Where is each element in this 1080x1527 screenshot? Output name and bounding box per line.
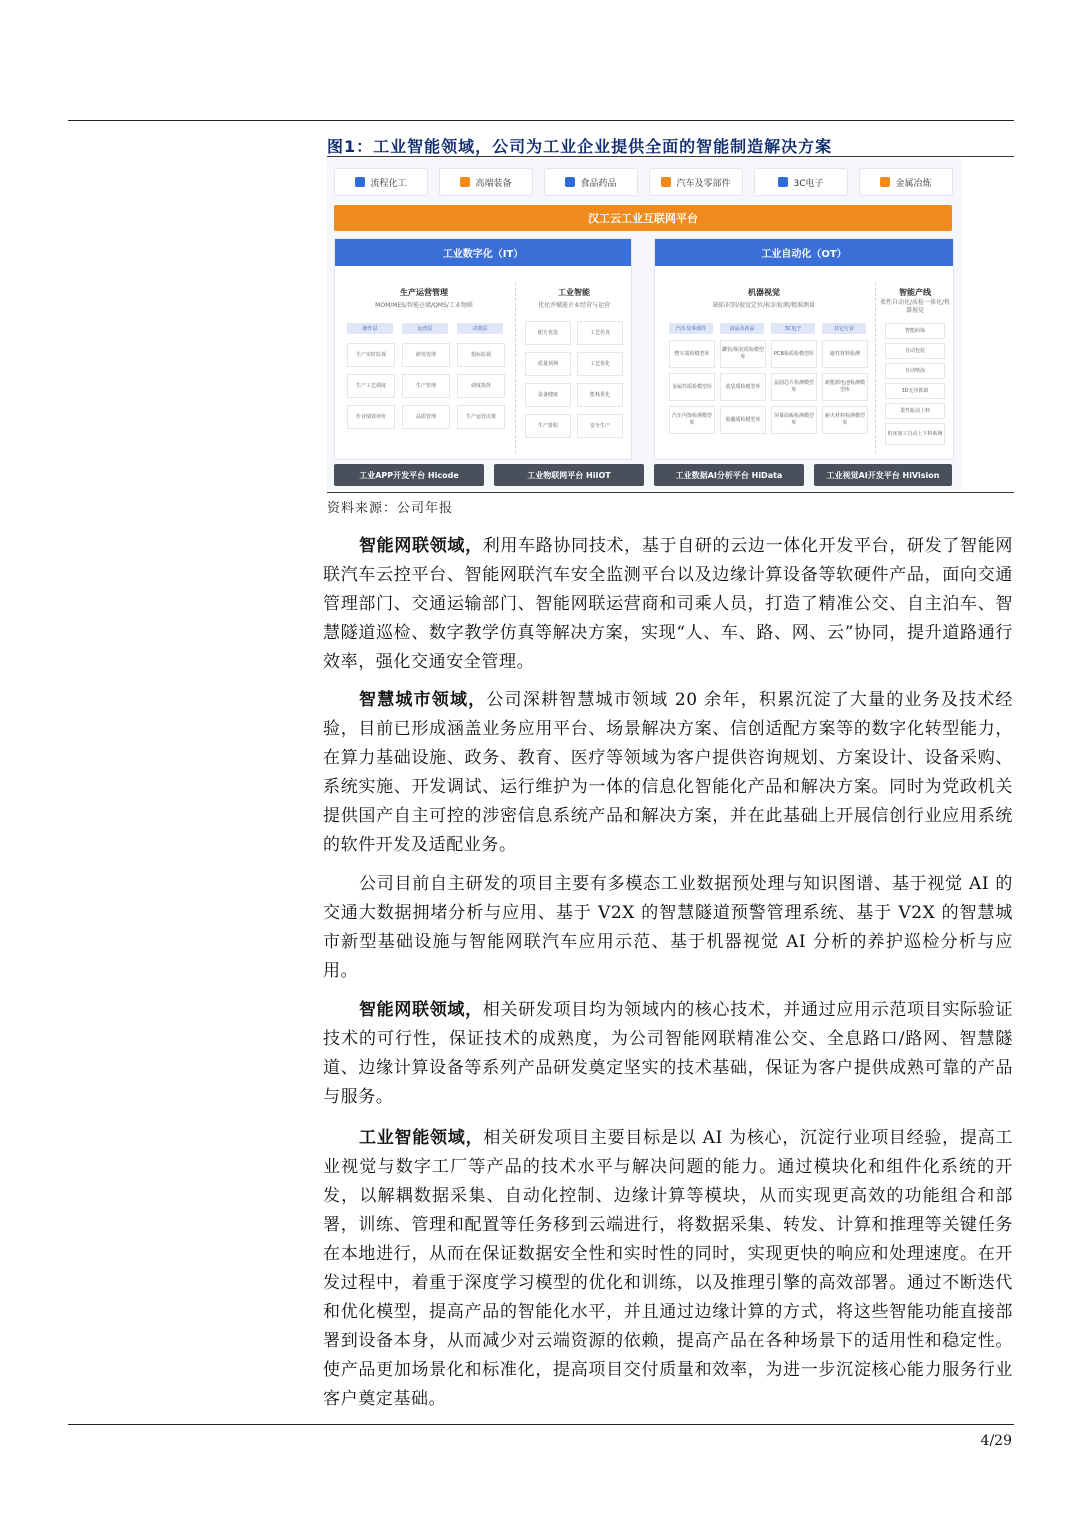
paragraph-2	[323, 686, 1013, 860]
paragraph-2-text: 公司深耕智慧城市领域 20 余年，积累沉淀了大量的业务及技术经验，目前已形成涵盖业务应用平台、场景解决方案、信创适配方案等的数字化转型能力，在算力基础设施、政务、教育、医疗等领域为客户提供咨询规划、方案设计、设备采购、系统实施、开发调试、运行维护为一体的信息化智能化产品和解决方案。同时为党政机关提供国产自主可控的涉密信息系统产品和解决方案，并在此基础上开展信创行业应用系统的软件开发及适配业务。	[323, 690, 1013, 855]
factory-icon	[880, 177, 890, 187]
figure-title-rule	[327, 156, 1014, 157]
industry-box	[859, 168, 953, 196]
solution-diagram	[327, 158, 962, 490]
paragraph-4-text: 相关研发项目均为领域内的核心技术，并通过应用示范项目实际验证技术的可行性，保证技术的成熟度，为公司智能网联精准公交、全息路口/路网、智慧隧道、边缘计算设备等系列产品研发奠定坚实的技术基础，保证为客户提供成熟可靠的产品与服务。	[323, 1000, 1014, 1107]
vision-chip: 食品及药品	[720, 323, 764, 334]
industry-label: 金属冶炼	[895, 178, 932, 189]
vision-cell: 装袋质检模型库	[720, 373, 766, 401]
figure-source: 资料来源：公司年报	[327, 501, 454, 516]
it-ai-sub: 优化并赋能企业经营与运营	[537, 302, 610, 309]
prod-cell: 生产运营决策	[457, 405, 505, 429]
vision-chip: 3C电子	[771, 323, 815, 334]
paragraph-4-lead: 智能网联领域，	[359, 1000, 483, 1020]
header-rule	[68, 120, 1014, 121]
platform-tool-bar: 工业APP开发平台 Hicode	[334, 464, 484, 486]
footer-rule	[68, 1424, 1014, 1425]
prod-chip: 决策层	[457, 323, 503, 334]
industry-box	[754, 168, 848, 196]
vision-cell: 整车质检模型库	[669, 340, 715, 368]
platform-tool-bar: 工业物联网平台 HiIOT	[494, 464, 644, 486]
prod-cell: 生产工艺调度	[347, 374, 395, 398]
prod-cell: 指标监视	[457, 343, 505, 367]
line-cell: 智能码垛	[885, 323, 945, 339]
paragraph-1-text: 利用车路协同技术，基于自研的云边一体化开发平台，研发了智能网联汽车云控平台、智能网联汽车安全监测平台以及边缘计算设备等软硬件产品，面向交通管理部门、交通运输部门、智能网联运营商和司乘人员，打造了精准公交、自主泊车、智慧隧道巡检、数字教学仿真等解决方案，实现“人、车、路、网、云”协同，提升道路通行效率，强化交通安全管理。	[323, 536, 1014, 672]
it-ai-cell: 设备健康	[525, 383, 571, 407]
it-divider	[515, 283, 516, 453]
paragraph-5-text: 相关研发项目主要目标是以 AI 为核心，沉淀行业项目经验，提高工业视觉与数字工厂等产品的技术水平与解决问题的能力。通过模块化和组件化系统的开发，以解耦数据采集、自动化控制、边缘计算等模块，从而实现更高效的功能组合和部署，训练、管理和配置等任务移到云端进行，将数据采集、转发、计算和推理等关键任务在本地进行，从而在保证数据安全性和实时性的同时，实现更快的响应和处理速度。在开发过程中，着重于深度学习模型的优化和训练，以及推理引擎的高效部署。通过不断迭代和优化模型，提高产品的智能化水平，并且通过边缘计算的方式，将这些智能功能直接部署到设备本身，从而减少对云端资源的依赖，提高产品在各种场景下的适用性和稳定性。使产品更加场景化和标准化，提高项目交付质量和效率，为进一步沉淀核心能力服务行业客户奠定基础。	[323, 1128, 1013, 1409]
it-ai-cell: 生产排程	[525, 414, 571, 438]
it-panel-head: 工业数字化（IT）	[335, 239, 631, 266]
ot-divider	[875, 283, 876, 453]
paragraph-2-lead: 智慧城市领域，	[359, 690, 487, 710]
page-number: 4/29	[980, 1433, 1012, 1449]
industry-label: 高端装备	[475, 178, 512, 189]
line-cell: 3D无序抓取	[885, 383, 945, 399]
paragraph-5-lead: 工业智能领域，	[359, 1128, 484, 1148]
prod-cell: 品质管理	[402, 405, 450, 429]
it-ai-title: 工业智能	[558, 288, 590, 297]
line-sub: 柔性自动化/质检一体化/机器视觉	[879, 299, 951, 314]
vision-chip: 汽车及零部件	[669, 323, 713, 334]
it-ai-cell: 安全生产	[577, 414, 623, 438]
line-cell: 机床加工自动上下料系统	[885, 423, 945, 445]
line-cell: 柔性振动上料	[885, 403, 945, 419]
paragraph-3	[323, 870, 1013, 986]
vision-chip: 其它行业	[822, 323, 866, 334]
ot-panel	[654, 238, 954, 460]
platform-tool-bar: 工业视觉AI开发平台 HiVision	[814, 464, 952, 486]
line-title: 智能产线	[899, 288, 931, 297]
prod-chip: 运营层	[402, 323, 448, 334]
prod-title: 生产运营管理	[400, 288, 448, 297]
industry-label: 食品药品	[580, 178, 617, 189]
prod-cell: 作业绩效评价	[347, 405, 395, 429]
vision-cell: 金属件质检模型库	[669, 373, 715, 401]
paragraph-1	[323, 532, 1013, 677]
flask-icon	[355, 177, 365, 187]
industry-label: 汽车及零部件	[676, 178, 731, 189]
platform-bar: 汉工云工业互联网平台	[334, 205, 952, 231]
prod-sub: MOM/MES/智能仓储/QMS/工业物联	[375, 302, 473, 309]
paragraph-3-text: 公司目前自主研发的项目主要有多模态工业数据预处理与知识图谱、基于视觉 AI 的交通大数据拥堵分析与应用、基于 V2X 的智慧隧道预警管理系统、基于 V2X 的智慧城市新型基础设施与智能网联汽车应用示范、基于机器视觉 AI 分析的养护巡检分析与应用。	[323, 874, 1013, 981]
it-ai-cell: 工艺优化	[577, 352, 623, 376]
vision-cell: 屏幕面板检测模型库	[771, 406, 817, 434]
it-ai-cell: 工艺仿真	[577, 321, 623, 345]
industry-box	[544, 168, 638, 196]
it-panel	[334, 238, 632, 460]
line-cell: 自动喷涂	[885, 363, 945, 379]
paragraph-4	[323, 996, 1013, 1112]
figure-bottom-rule	[327, 492, 1014, 493]
prod-cell: 生产实时监视	[347, 343, 395, 367]
paragraph-5	[323, 1124, 1013, 1414]
gear-icon	[460, 177, 470, 187]
vision-cell: 新能源电池检测模型库	[822, 373, 868, 401]
prod-cell: 研发管理	[402, 343, 450, 367]
industry-label: 3C电子	[793, 178, 824, 189]
industry-box	[439, 168, 533, 196]
chip-icon	[778, 177, 788, 187]
industry-box	[649, 168, 743, 196]
it-ai-cell: 能耗优化	[577, 383, 623, 407]
prod-cell: 调度指挥	[457, 374, 505, 398]
prod-chip: 操作层	[347, 323, 393, 334]
paragraph-1-lead: 智能网联领域，	[359, 536, 483, 556]
vision-cell: 胶囊质检模型库	[720, 406, 766, 434]
line-cell: 自动包装	[885, 343, 945, 359]
pill-icon	[565, 177, 575, 187]
platform-tool-bar: 工业数据AI分析平台 HiData	[654, 464, 804, 486]
vision-sub: 缺陷识别/视觉定位/标识检测/精准测量	[712, 302, 816, 309]
it-ai-cell: 配方优选	[525, 321, 571, 345]
prod-cell: 生产管理	[402, 374, 450, 398]
ot-panel-head: 工业自动化（OT）	[655, 239, 953, 266]
industry-box	[334, 168, 428, 196]
industry-label: 流程化工	[370, 178, 407, 189]
vision-cell: 晶圆芯片检测模型库	[771, 373, 817, 401]
car-icon	[661, 177, 671, 187]
vision-cell: PCB板质检模型库	[771, 340, 817, 368]
figure-title: 图1：工业智能领域，公司为工业企业提供全面的智能制造解决方案	[327, 137, 833, 156]
vision-title: 机器视觉	[748, 288, 780, 297]
it-ai-cell: 质量预测	[525, 352, 571, 376]
vision-cell: 耐火材料检测模型库	[822, 406, 868, 434]
vision-cell: 磁性材料检测	[822, 340, 868, 368]
vision-cell: 罐装/瓶装质检模型库	[720, 340, 766, 368]
vision-cell: 汽车内饰检测模型库	[669, 406, 715, 434]
